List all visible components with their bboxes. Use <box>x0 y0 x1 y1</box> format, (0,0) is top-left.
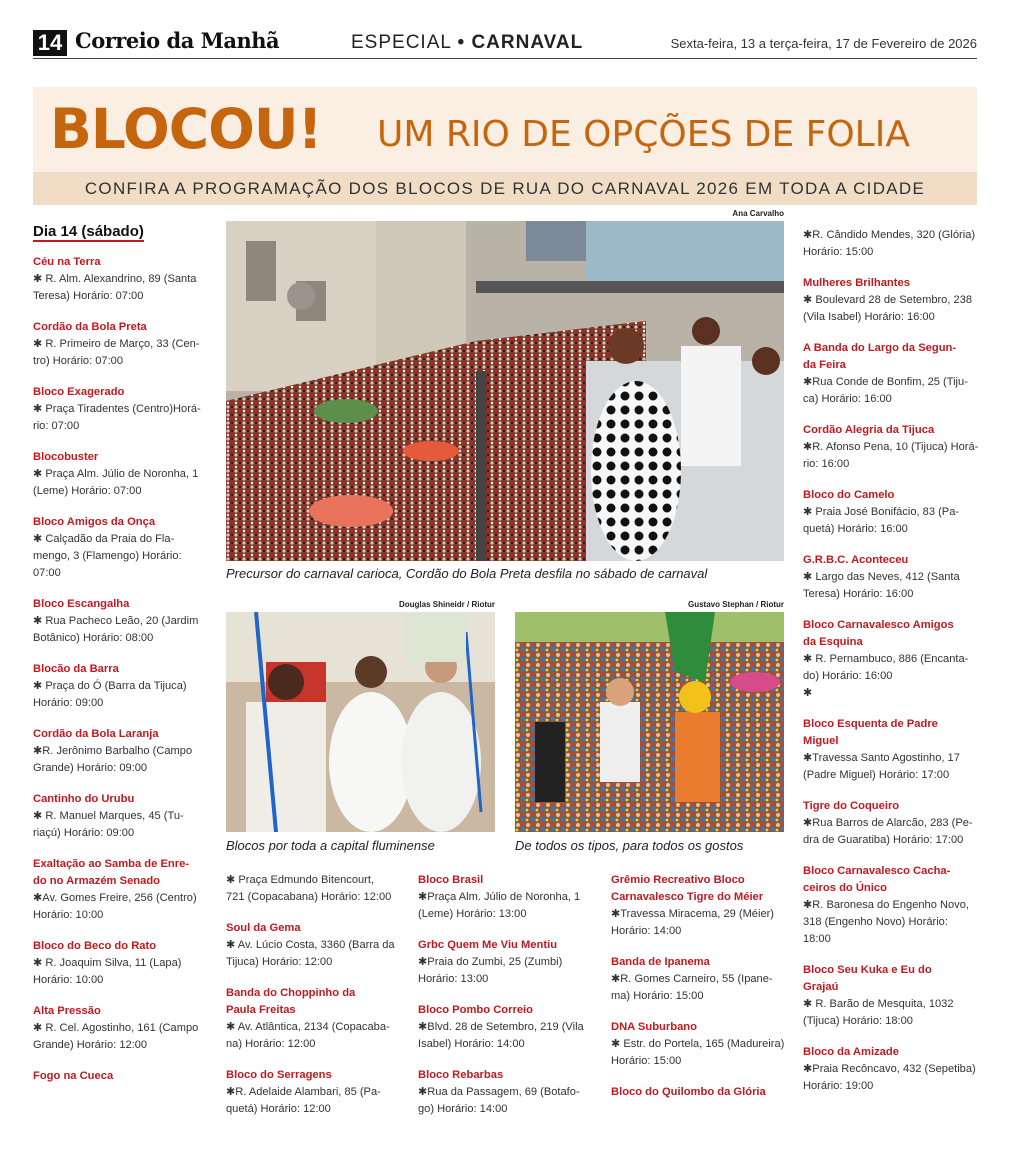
section-label <box>351 32 583 54</box>
bloco-name: Blocão da Barra <box>33 663 119 675</box>
bloco-address-time: Teresa) Horário: 07:00 <box>33 290 144 302</box>
main-photo-credit: Ana Carvalho <box>732 209 784 218</box>
entry-list <box>33 254 213 1085</box>
bloco-address-time: Teresa) Horário: 16:00 <box>803 588 914 600</box>
bloco-address-time: ✱Blvd. 28 de Setembro, 219 (Vila <box>418 1021 584 1033</box>
bloco-name: Grajaú <box>803 981 839 993</box>
headline-subtitle: UM RIO DE OPÇÕES DE FOLIA <box>377 114 910 155</box>
page-number: 14 <box>33 30 67 56</box>
bloco-name: da Feira <box>803 359 846 371</box>
bloco-entry <box>418 937 594 988</box>
bloco-address-time: do) Horário: 16:00 <box>803 670 893 682</box>
bloco-name: Tigre do Coqueiro <box>803 800 900 812</box>
bloco-address-time: ✱R. Cândido Mendes, 320 (Glória) <box>803 229 976 241</box>
bloco-address-time: rio: 16:00 <box>803 458 850 470</box>
bloco-entry <box>33 791 213 842</box>
bloco-address-time: ✱ Av. Atlântica, 2134 (Copacaba- <box>226 1021 390 1033</box>
bloco-entry <box>33 856 213 924</box>
bloco-address-time: 721 (Copacabana) Horário: 12:00 <box>226 891 392 903</box>
bloco-name: da Esquina <box>803 636 863 648</box>
bloco-entry <box>418 1067 594 1118</box>
bloco-address-time: ✱Travessa Miracema, 29 (Méier) <box>611 908 774 920</box>
bloco-name: Bloco Rebarbas <box>418 1069 504 1081</box>
bloco-address-time: Horário: 15:00 <box>803 246 874 258</box>
bloco-address-time: ✱ R. Joaquim Silva, 11 (Lapa) <box>33 957 182 969</box>
bloco-address-time: 07:00 <box>33 567 61 579</box>
issue-date: Sexta-feira, 13 a terça-feira, 17 de Fevereiro de 2026 <box>670 36 977 51</box>
bloco-address-time: ✱ Boulevard 28 de Setembro, 238 <box>803 294 973 306</box>
bloco-address-time: Botânico) Horário: 08:00 <box>33 632 154 644</box>
bloco-address-time: (Tijuca) Horário: 18:00 <box>803 1015 913 1027</box>
bloco-name: Bloco Amigos da Onça <box>33 516 156 528</box>
bloco-entry <box>611 872 791 940</box>
bloco-address-time: ✱Rua Conde de Bonfim, 25 (Tiju- <box>803 376 968 388</box>
newspaper-name: Correio da Manhã <box>75 28 280 53</box>
entry-list <box>803 227 983 1095</box>
bloco-entry <box>33 514 213 582</box>
bloco-name: Carnavalesco Tigre do Méier <box>611 891 764 903</box>
bloco-address-time: ✱ Praia José Bonifácio, 83 (Pa- <box>803 506 960 518</box>
bloco-entry <box>803 275 983 326</box>
bloco-address-time: ✱Rua Barros de Alarcão, 283 (Pe- <box>803 817 973 829</box>
bloco-entry <box>33 254 213 305</box>
bloco-address-time: ✱ Largo das Neves, 412 (Santa <box>803 571 960 583</box>
bloco-address-time: ✱ Praça Edmundo Bitencourt, <box>226 874 375 886</box>
costumed-crowd-image <box>515 612 784 832</box>
bloco-address-time: Horário: 15:00 <box>611 1055 682 1067</box>
bloco-entry <box>418 1002 594 1053</box>
bloco-address-time: Horário: 14:00 <box>611 925 682 937</box>
bloco-address-time: ✱Travessa Santo Agostinho, 17 <box>803 752 960 764</box>
bloco-entry <box>803 798 983 849</box>
bloco-name: Bloco Pombo Correio <box>418 1004 533 1016</box>
bloco-name: Blocobuster <box>33 451 99 463</box>
bloco-address-time: Horário: 09:00 <box>33 697 104 709</box>
section-sep: • <box>457 32 466 53</box>
bloco-entry <box>803 340 983 408</box>
bloco-entry <box>611 1084 791 1101</box>
headline-title: BLOCOU! <box>50 97 322 161</box>
carnival-crowd-image <box>226 221 784 561</box>
bloco-address-time: Tijuca) Horário: 12:00 <box>226 956 333 968</box>
bloco-name: A Banda do Largo da Segun- <box>803 342 957 354</box>
page-header <box>33 28 977 59</box>
bloco-name: Bloco da Amizade <box>803 1046 899 1058</box>
bloco-address-time: Isabel) Horário: 14:00 <box>418 1038 525 1050</box>
bloco-name: Cordão da Bola Preta <box>33 321 147 333</box>
bloco-address-time: Horário: 13:00 <box>418 973 489 985</box>
bloco-address-time: ✱ Praça Alm. Júlio de Noronha, 1 <box>33 468 199 480</box>
bloco-name: ceiros do Único <box>803 882 887 894</box>
bloco-entry <box>33 596 213 647</box>
bloco-entry <box>803 227 983 261</box>
bloco-address-time: ✱Rua da Passagem, 69 (Botafo- <box>418 1086 580 1098</box>
bloco-address-time: riaçú) Horário: 09:00 <box>33 827 135 839</box>
bloco-address-time: rio: 07:00 <box>33 420 80 432</box>
strap-line <box>33 172 977 205</box>
bloco-entry <box>803 617 983 702</box>
bloco-address-time: ✱Praia do Zumbi, 25 (Zumbi) <box>418 956 563 968</box>
bloco-address-time: ✱ Av. Lúcio Costa, 3360 (Barra da <box>226 939 395 951</box>
bloco-address-time: Grande) Horário: 12:00 <box>33 1039 148 1051</box>
bloco-entry <box>803 487 983 538</box>
bloco-address-time: ✱ R. Manuel Marques, 45 (Tu- <box>33 810 184 822</box>
bloco-entry <box>33 938 213 989</box>
right-photo-caption: De todos os tipos, para todos os gostos <box>515 838 744 853</box>
bloco-address-time: 18:00 <box>803 933 831 945</box>
section-bold: CARNAVAL <box>471 32 584 53</box>
bloco-address-time: ma) Horário: 15:00 <box>611 990 704 1002</box>
bloco-address-time: ✱ <box>803 687 813 699</box>
bloco-address-time: 318 (Engenho Novo) Horário: <box>803 916 948 928</box>
bloco-name: Bloco Carnavalesco Amigos <box>803 619 954 631</box>
bloco-entry <box>33 449 213 500</box>
bloco-entry <box>803 1044 983 1095</box>
bloco-name: Bloco Exagerado <box>33 386 125 398</box>
schedule-column-1 <box>33 223 213 1099</box>
bloco-address-time: Horário: 10:00 <box>33 974 104 986</box>
right-photo-credit: Gustavo Stephan / Riotur <box>687 600 784 609</box>
bloco-name: G.R.B.C. Aconteceu <box>803 554 909 566</box>
bloco-entry <box>226 872 402 906</box>
bloco-name: Bloco do Quilombo da Glória <box>611 1086 766 1098</box>
bloco-name: Grbc Quem Me Viu Mentiu <box>418 939 558 951</box>
bloco-entry <box>611 954 791 1005</box>
main-photo <box>226 221 784 561</box>
day-heading: Dia 14 (sábado) <box>33 223 144 240</box>
bloco-address-time: ✱ Rua Pacheco Leão, 20 (Jardim <box>33 615 199 627</box>
bloco-address-time: go) Horário: 14:00 <box>418 1103 508 1115</box>
schedule-column-2 <box>226 872 402 1132</box>
bloco-entry <box>803 422 983 473</box>
bloco-address-time: ✱R. Jerônimo Barbalho (Campo <box>33 745 193 757</box>
bloco-address-time: ✱ R. Barão de Mesquita, 1032 <box>803 998 954 1010</box>
bloco-entry <box>418 872 594 923</box>
left-photo <box>226 612 495 832</box>
bloco-address-time: Horário: 10:00 <box>33 909 104 921</box>
bloco-name: Paula Freitas <box>226 1004 296 1016</box>
bloco-address-time: ✱ Estr. do Portela, 165 (Madureira) <box>611 1038 785 1050</box>
bloco-name: Bloco Escangalha <box>33 598 130 610</box>
bloco-name: Banda de Ipanema <box>611 956 710 968</box>
bloco-name: Bloco Seu Kuka e Eu do <box>803 964 932 976</box>
left-photo-caption: Blocos por toda a capital fluminense <box>226 838 435 853</box>
schedule-column-4 <box>611 872 791 1115</box>
bloco-address-time: ✱Praça Alm. Júlio de Noronha, 1 <box>418 891 581 903</box>
bloco-address-time: ✱ R. Cel. Agostinho, 161 (Campo <box>33 1022 199 1034</box>
bloco-entry <box>226 920 402 971</box>
bloco-name: Miguel <box>803 735 839 747</box>
bloco-address-time: ✱Praia Recôncavo, 432 (Sepetiba) <box>803 1063 976 1075</box>
bloco-address-time: (Padre Miguel) Horário: 17:00 <box>803 769 950 781</box>
schedule-column-5 <box>803 227 983 1109</box>
blocos-dancers-image <box>226 612 495 832</box>
bloco-address-time: ✱ Calçadão da Praia do Fla- <box>33 533 175 545</box>
right-photo <box>515 612 784 832</box>
bloco-entry <box>803 552 983 603</box>
bloco-name: Cordão Alegria da Tijuca <box>803 424 935 436</box>
bloco-entry <box>33 661 213 712</box>
bloco-address-time: tro) Horário: 07:00 <box>33 355 124 367</box>
schedule-column-3 <box>418 872 594 1132</box>
entry-list <box>418 872 594 1118</box>
bloco-address-time: ✱R. Adelaide Alambari, 85 (Pa- <box>226 1086 381 1098</box>
bloco-entry <box>33 384 213 435</box>
section-light: ESPECIAL <box>351 32 452 53</box>
bloco-address-time: ✱ Praça Tiradentes (Centro)Horá- <box>33 403 201 415</box>
bloco-address-time: (Leme) Horário: 07:00 <box>33 485 142 497</box>
bloco-entry <box>803 863 983 948</box>
bloco-entry <box>33 319 213 370</box>
headline-banner <box>33 87 977 176</box>
bloco-name: Cordão da Bola Laranja <box>33 728 159 740</box>
bloco-name: Céu na Terra <box>33 256 101 268</box>
bloco-address-time: dra de Guaratiba) Horário: 17:00 <box>803 834 964 846</box>
bloco-address-time: ✱ R. Alm. Alexandrino, 89 (Santa <box>33 273 197 285</box>
bloco-name: Soul da Gema <box>226 922 301 934</box>
bloco-name: Grêmio Recreativo Bloco <box>611 874 745 886</box>
bloco-address-time: ✱ Praça do Ó (Barra da Tijuca) <box>33 680 187 692</box>
bloco-address-time: ✱R. Afonso Pena, 10 (Tijuca) Horá- <box>803 441 979 453</box>
bloco-entry <box>803 962 983 1030</box>
bloco-name: Exaltação ao Samba de Enre- <box>33 858 190 870</box>
bloco-name: DNA Suburbano <box>611 1021 697 1033</box>
bloco-name: Bloco Esquenta de Padre <box>803 718 938 730</box>
entry-list <box>226 872 402 1118</box>
bloco-address-time: ✱Av. Gomes Freire, 256 (Centro) <box>33 892 197 904</box>
bloco-entry <box>226 985 402 1053</box>
bloco-entry <box>33 1003 213 1054</box>
bloco-entry <box>803 716 983 784</box>
bloco-name: Bloco do Camelo <box>803 489 895 501</box>
bloco-address-time: ✱ R. Primeiro de Março, 33 (Cen- <box>33 338 200 350</box>
bloco-address-time: mengo, 3 (Flamengo) Horário: <box>33 550 182 562</box>
bloco-address-time: quetá) Horário: 16:00 <box>803 523 908 535</box>
bloco-name: Alta Pressão <box>33 1005 101 1017</box>
bloco-address-time: Horário: 19:00 <box>803 1080 874 1092</box>
bloco-name: do no Armazém Senado <box>33 875 161 887</box>
bloco-address-time: ca) Horário: 16:00 <box>803 393 892 405</box>
bloco-name: Banda do Choppinho da <box>226 987 356 999</box>
bloco-name: Bloco Carnavalesco Cacha- <box>803 865 951 877</box>
left-photo-credit: Douglas Shineidr / Riotur <box>398 600 495 609</box>
bloco-address-time: (Vila Isabel) Horário: 16:00 <box>803 311 935 323</box>
bloco-address-time: na) Horário: 12:00 <box>226 1038 316 1050</box>
bloco-address-time: ✱R. Gomes Carneiro, 55 (Ipane- <box>611 973 773 985</box>
bloco-name: Bloco do Serragens <box>226 1069 332 1081</box>
bloco-name: Bloco do Beco do Rato <box>33 940 157 952</box>
bloco-name: Fogo na Cueca <box>33 1070 114 1082</box>
bloco-entry <box>611 1019 791 1070</box>
bloco-address-time: ✱ R. Pernambuco, 886 (Encanta- <box>803 653 969 665</box>
main-photo-caption: Precursor do carnaval carioca, Cordão do Bola Preta desfila no sábado de carnaval <box>226 566 708 581</box>
bloco-address-time: ✱R. Baronesa do Engenho Novo, <box>803 899 969 911</box>
bloco-name: Mulheres Brilhantes <box>803 277 910 289</box>
bloco-address-time: (Leme) Horário: 13:00 <box>418 908 527 920</box>
entry-list <box>611 872 791 1101</box>
bloco-entry <box>226 1067 402 1118</box>
bloco-entry <box>33 726 213 777</box>
bloco-address-time: Grande) Horário: 09:00 <box>33 762 148 774</box>
strap-text: CONFIRA A PROGRAMAÇÃO DOS BLOCOS DE RUA DO CARNAVAL 2026 EM TODA A CIDADE <box>84 179 926 198</box>
bloco-name: Bloco Brasil <box>418 874 484 886</box>
bloco-entry <box>33 1068 213 1085</box>
bloco-name: Cantinho do Urubu <box>33 793 135 805</box>
bloco-address-time: quetá) Horário: 12:00 <box>226 1103 331 1115</box>
